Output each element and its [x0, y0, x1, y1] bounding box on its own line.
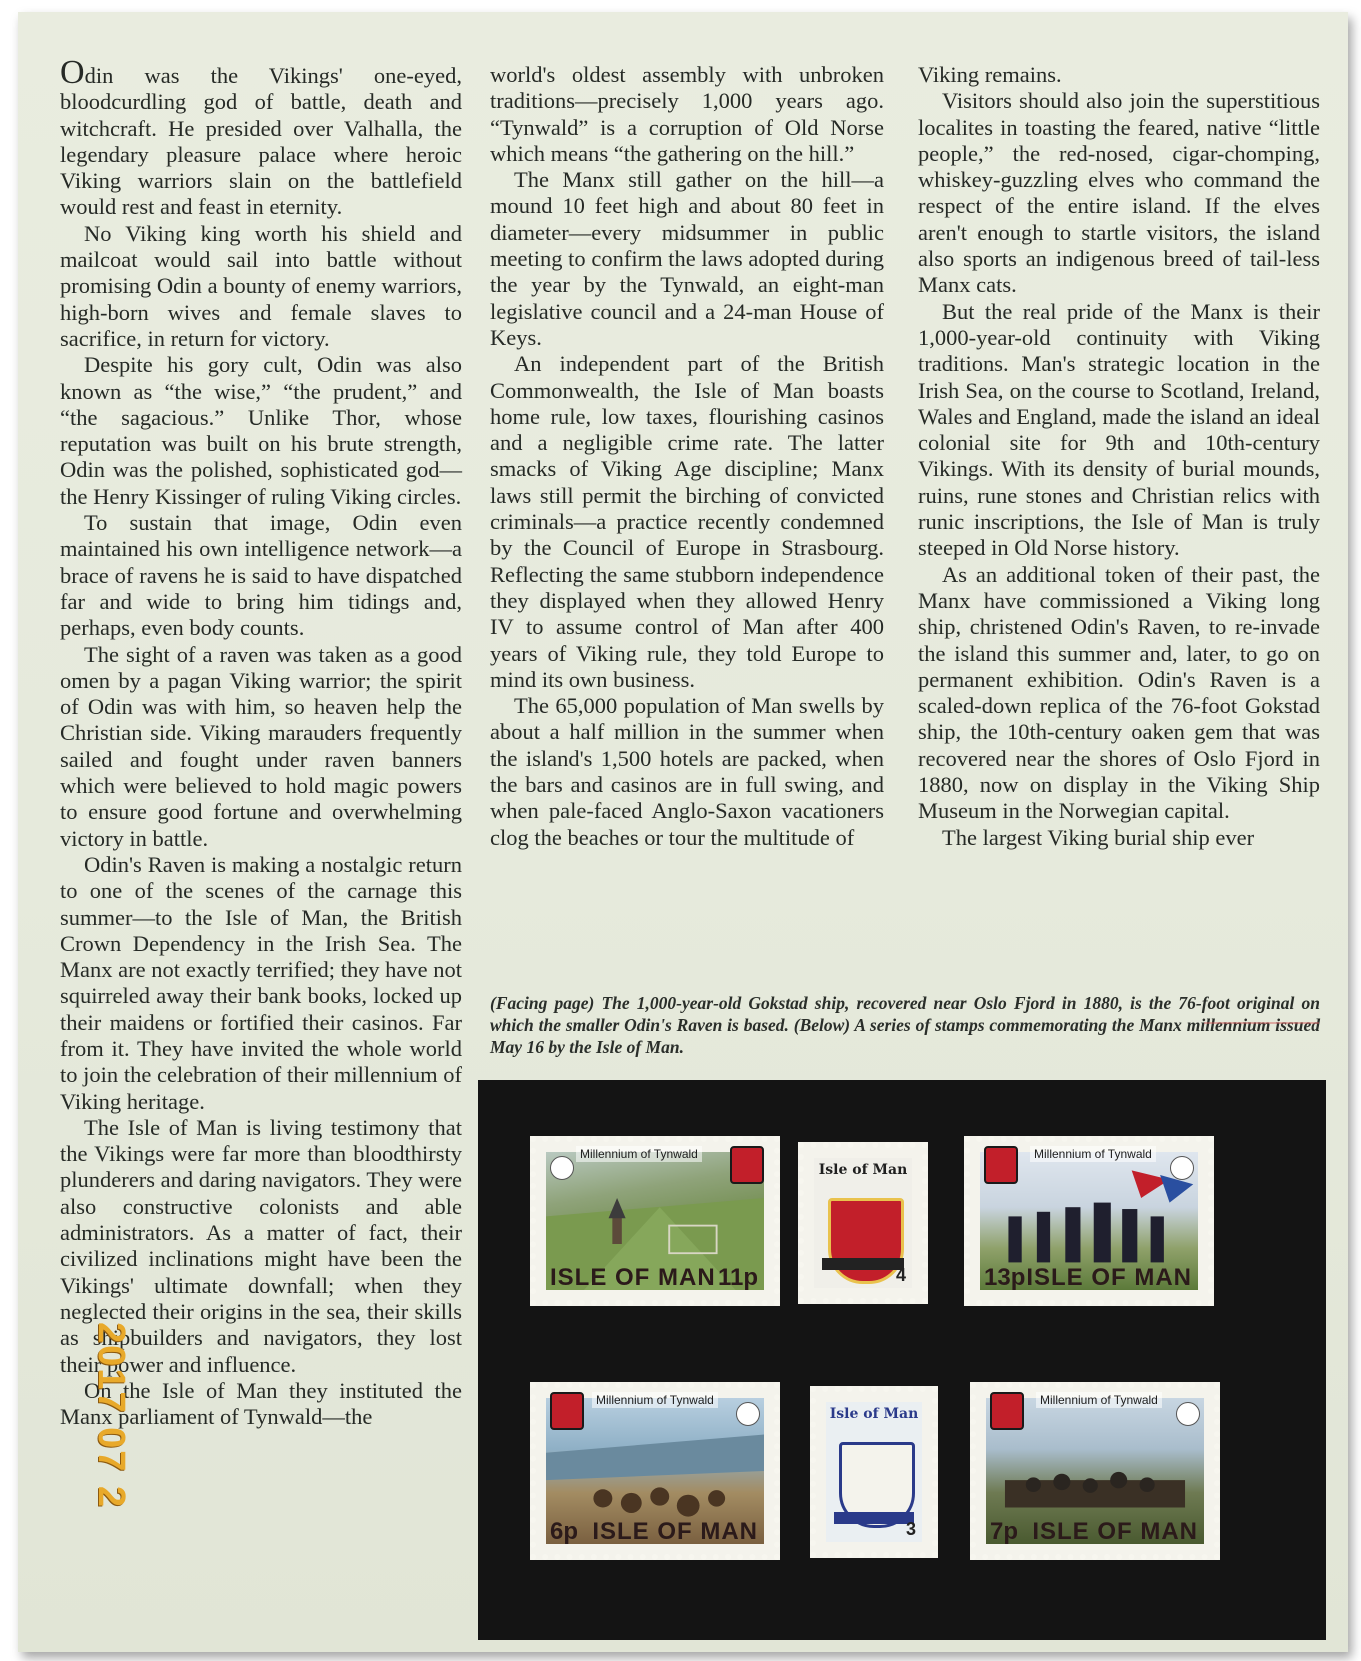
paragraph: As an additional token of their past, the Manx have commissioned a Viking long ship, christened Odin's Raven, to re-invade the island this summer and, later, to go on permanent exhibition. Odin's Raven is a scaled-down replica of the 76-foot Gokstad ship, the 10th-century oaken gem that was recovered near the shores of Oslo Fjord in 1880, now on display in the Viking Ship Museum in the Norwegian capital.: [918, 561, 1320, 824]
stamp-country: ISLE OF MAN: [550, 1264, 716, 1291]
pen-mark: [1204, 1022, 1319, 1024]
paragraph: To sustain that image, Odin even maintained his own intelligence network—a brace of ravens he is said to have dispatched far and wide to bring him tidings and, perhaps, even body counts.: [60, 510, 462, 641]
stamp-value: 7p: [990, 1518, 1019, 1545]
paragraph: Odin's Raven is making a nostalgic return to one of the scenes of the carnage this summer—to the Isle of Man, the British Crown Dependency in the Irish Sea. The Manx are not exactly terrified; they have not squirreled away their bank books, locked up their maidens or fortified their casinos. Far from it. They have invited the whole world to join the celebration of their millennium of Viking heritage.: [60, 851, 462, 1114]
paragraph: No Viking king worth his shield and mailcoat would sail into battle without promising Odin a bounty of enemy warriors, high-born wives and female slaves to sacrifice, in return for victory.: [60, 220, 462, 351]
date-watermark: 2017 07 2: [90, 1322, 132, 1510]
paragraph: An independent part of the British Commonwealth, the Isle of Man boasts home rule, low taxes, flourishing casinos and a negligible crime rate. The latter smacks of Viking Age discipline; Manx laws still permit the birching of convicted criminals—a practice recently condemned by the Council of Europe in Strasbourg. Reflecting the same stubborn independence they displayed when they allowed Henry IV to assume control of Man after 400 years of Viking rule, they told Europe to mind its own business.: [490, 351, 884, 692]
paragraph: On the Isle of Man they instituted the Manx parliament of Tynwald—the: [60, 1377, 462, 1430]
paragraph: The largest Viking burial ship ever: [942, 824, 1255, 850]
stamp-value: 13p: [984, 1264, 1026, 1291]
stamp-panel: [478, 1080, 1326, 1640]
paragraph: world's oldest assembly with unbroken traditions—precisely 1,000 years ago. “Tynwald” is a corruption of Old Norse which means “the gathering on the hill.”: [490, 62, 884, 166]
stamp-country: ISLE OF MAN: [592, 1518, 758, 1545]
tynwald-crest-icon: [730, 1146, 764, 1184]
stamp-value: 11p: [717, 1264, 758, 1291]
stamp-11p: [530, 1136, 780, 1306]
paragraph-text: din was the Vikings' one-eyed, bloodcurdling god of battle, death and witchcraft. He presided over Valhalla, the legendary pleasure palace where heroic Viking warriors slain on the battlefield would rest and feast in eternity.: [60, 63, 462, 220]
three-legs-shield-icon: [828, 1198, 904, 1284]
stamp-country: ISLE OF MAN: [1032, 1518, 1198, 1545]
article-column-2: [490, 62, 884, 851]
stamp-6p: [530, 1382, 780, 1560]
drop-cap: O: [60, 54, 85, 91]
stamp-7p: [970, 1382, 1220, 1560]
paragraph: [60, 54, 462, 221]
stamp-title: Isle of Man: [818, 1162, 908, 1178]
stamp-motto-banner: [834, 1512, 914, 1524]
stamp-title: Millennium of Tynwald: [592, 1392, 718, 1408]
stamp-value: 4: [895, 1265, 906, 1285]
paragraph: The 65,000 population of Man swells by about a half million in the summer when the island's 1,500 hotels are packed, when the bars and casinos are in full swing, and when pale-faced Anglo-Saxon vacationers clog the beaches or tour the multitude of: [490, 693, 884, 850]
stamp-title: Isle of Man: [829, 1406, 919, 1422]
stamp-shield-4: [798, 1142, 928, 1304]
paragraph: The Manx still gather on the hill—a mound 10 feet high and about 80 feet in diameter—every midsummer in public meeting to confirm the laws adopted during the year by the Tynwald, an eight-man legislative council and a 24-man House of Keys.: [490, 167, 884, 350]
stamp-country: ISLE OF MAN: [1026, 1264, 1192, 1291]
article-column-3: [918, 62, 1320, 851]
tynwald-crest-icon: [990, 1392, 1024, 1430]
paragraph: But the real pride of the Manx is their 1,000-year-old continuity with Viking traditions. Man's strategic location in the Irish Sea, on the course to Scotland, Ireland, Wales and England, made the island an ideal colonial site for 9th and 10th-century Vikings. With its density of burial mounds, ruins, rune stones and Christian relics with runic inscriptions, the Isle of Man is truly steeped in Old Norse history.: [918, 298, 1320, 561]
queen-profile-icon: [550, 1156, 574, 1180]
paragraph: The sight of a raven was taken as a good omen by a pagan Viking warrior; the spirit of Odin was with him, so heaven help the Christian side. Viking marauders frequently sailed and fought under raven banners which were believed to hold magic powers to ensure good fortune and overwhelming victory in battle.: [60, 641, 462, 851]
queen-profile-icon: [1176, 1402, 1200, 1426]
tynwald-crest-icon: [984, 1146, 1018, 1184]
stamp-13p: [964, 1136, 1214, 1306]
stamp-motto-banner: [822, 1258, 904, 1270]
paragraph: The Isle of Man is living testimony that the Vikings were far more than bloodthirsty plunderers and daring navigators. They were also constructive colonists and able administrators. As a matter of fact, their civilized inclinations might have been the Vikings' ultimate downfall; when they neglected their origins in the sea, their skills as shipbuilders and navigators, they lost their power and influence.: [60, 1114, 462, 1377]
paragraph: Viking remains.: [918, 62, 1062, 87]
stamp-value: 3: [905, 1519, 916, 1539]
magazine-page: [18, 12, 1348, 1652]
stamp-artwork: [826, 1402, 922, 1542]
stamp-title: Millennium of Tynwald: [1030, 1146, 1156, 1162]
tynwald-crest-icon: [550, 1392, 584, 1430]
stamp-title: Millennium of Tynwald: [576, 1146, 702, 1162]
queen-profile-icon: [736, 1402, 760, 1426]
photo-caption: (Facing page) The 1,000-year-old Gokstad ship, recovered near Oslo Fjord in 1880, is the 76-foot original on which the smaller Odin's Raven is based. (Below) A series of stamps commemorating the Manx millennium issued May 16 by the Isle of Man.: [490, 993, 1320, 1057]
article-column-1: [60, 54, 462, 1430]
queen-profile-icon: [1170, 1156, 1194, 1180]
paragraph: Visitors should also join the superstitious localites in toasting the feared, native “little people,” the red-nosed, cigar-chomping, whiskey-guzzling elves who command the respect of the entire island. If the elves aren't enough to startle visitors, the island also sports an indigenous breed of tail-less Manx cats.: [918, 88, 1320, 298]
stamp-ship-3: [810, 1386, 938, 1558]
stamp-title: Millennium of Tynwald: [1036, 1392, 1162, 1408]
stamp-artwork: [814, 1158, 912, 1288]
stamp-value: 6p: [550, 1518, 579, 1545]
paragraph: Despite his gory cult, Odin was also known as “the wise,” “the prudent,” and “the sagacious.” Unlike Thor, whose reputation was built on his brute strength, Odin was the polished, sophisticated god—the Henry Kissinger of ruling Viking circles.: [60, 352, 462, 509]
